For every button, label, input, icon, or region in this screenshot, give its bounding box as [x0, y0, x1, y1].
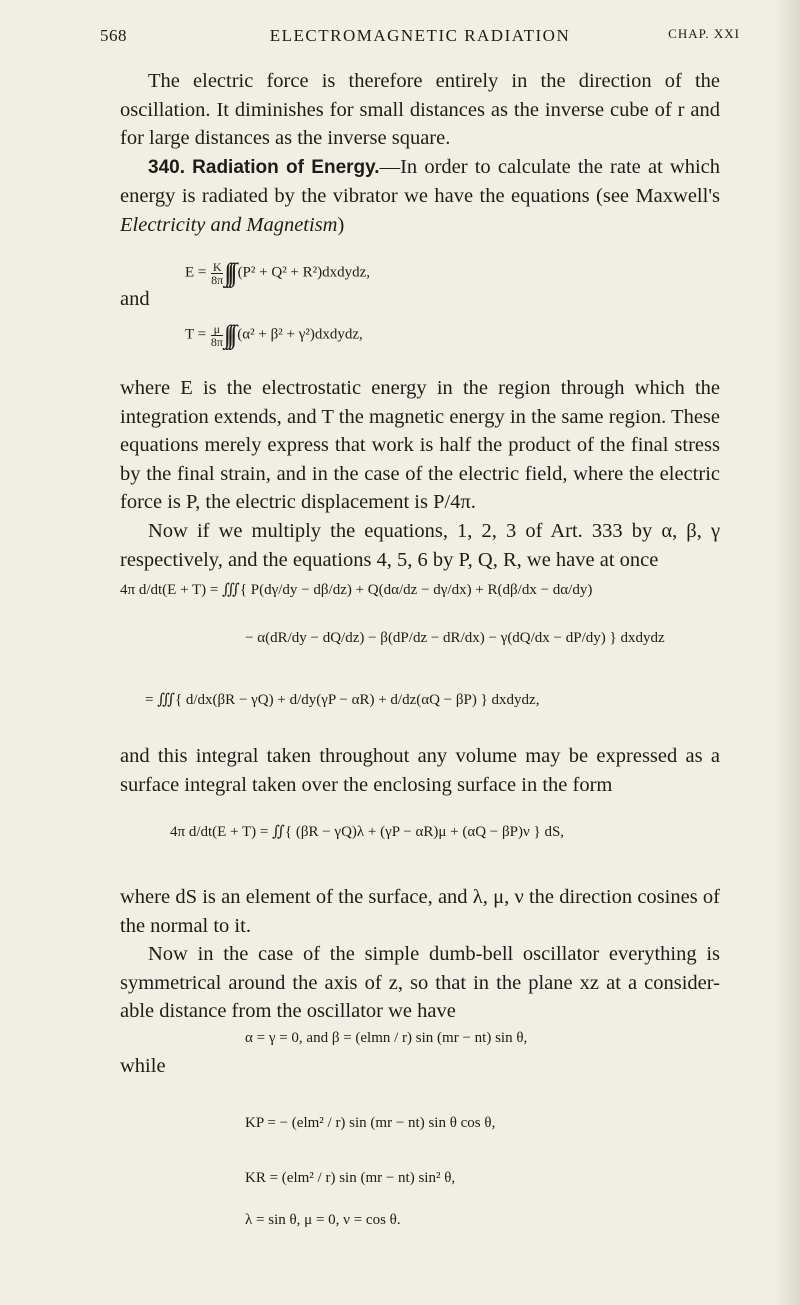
equation-direction-cosines: λ = sin θ, μ = 0, ν = cos θ. [245, 1212, 401, 1228]
paragraph-6-text: where dS is an element of the surface, and λ, μ, ν the direction cosines of the normal to it. [120, 886, 720, 937]
equation-E: E = $\frac{K}{8\pi}$ ∫∫∫ (P² + Q² + R²)dxdydz, [185, 258, 371, 287]
paragraph-3 [120, 374, 720, 574]
equation-alpha-beta: α = γ = 0, and β = (elmn / r) sin (mr − nt) sin θ, [245, 1030, 528, 1046]
running-header [100, 26, 740, 48]
page-edge-shadow [774, 0, 800, 1305]
section-heading: Radiation of Energy. [192, 156, 380, 178]
paragraph-6 [120, 883, 720, 1026]
paragraph-5 [120, 742, 720, 799]
triple-integral-sign: ∫∫∫ [223, 320, 234, 349]
paragraph-1-text: The electric force is therefore entirely in the direction of the oscillation. It diminishes for small distances as the inverse cube of r and for large distances as the inverse square. [120, 70, 720, 150]
equation-energy-line-3: = ∭{ d/dx(βR − γQ) + d/dy(γP − αR) + d/dz(αQ − βP) } dxdydz, [145, 692, 540, 708]
equation-KR: KR = (elm² / r) sin (mr − nt) sin² θ, [245, 1170, 456, 1186]
equation-energy-line-2: − α(dR/dy − dQ/dz) − β(dP/dz − dR/dx) − γ(dQ/dx − dP/dy) } dxdydz [245, 630, 665, 646]
paragraph-7-text: Now in the case of the simple dumb-bell oscillator everything is symmetrical around the axis of z, so that in the plane xz at a consider-able distance from the oscillator we have [120, 943, 720, 1023]
book-title: Electricity and Magnetism [120, 213, 338, 236]
chapter-label: CHAP. XXI [668, 26, 740, 41]
running-title: ELECTROMAGNETIC RADIATION [269, 26, 571, 45]
equation-T: T = $\frac{\mu}{8\pi}$ ∫∫∫ (α² + β² + γ²)dxdydz, [185, 320, 363, 349]
paragraph-2-lead: —In order to calculate the rate at which energy is radiated by the vibrator we have the equations (see Maxwell's [120, 155, 721, 208]
paragraph-1 [120, 67, 720, 240]
equation-surface: 4π d/dt(E + T) = ∬{ (βR − γQ)λ + (γP − αR)μ + (αQ − βP)ν } dS, [170, 824, 565, 840]
paragraph-5-text: and this integral taken throughout any volume may be expressed as a surface integral taken over the enclosing surface in the form [120, 745, 720, 796]
equation-energy-line-1: 4π d/dt(E + T) = ∭{ P(dγ/dy − dβ/dz) + Q(dα/dz − dγ/dx) + R(dβ/dx − dα/dy) [120, 582, 593, 598]
paragraph-4-text: Now if we multiply the equations, 1, 2, 3 of Art. 333 by α, β, γ respectively, and the equations 4, 5, 6 by P, Q, R, we have at once [120, 519, 720, 571]
equation-KP: KP = − (elm² / r) sin (mr − nt) sin θ cos θ, [245, 1115, 496, 1131]
triple-integral-sign: ∫∫∫ [224, 258, 234, 287]
while-word: while [120, 1055, 166, 1077]
paragraph-2-tail: ) [337, 213, 345, 236]
paragraph-2 [120, 153, 720, 240]
page-number: 568 [100, 26, 127, 45]
section-number: 340. [148, 156, 185, 178]
paragraph-3-text: where E is the electrostatic energy in the region through which the integration extends, and T the magnetic energy in the same region. These equations merely express that work is half the product of the final stress by the final strain, and in the case of the electric field, where the electric force is P, the electric displacement is P/4π. [120, 377, 720, 514]
and-word: and [120, 288, 150, 310]
